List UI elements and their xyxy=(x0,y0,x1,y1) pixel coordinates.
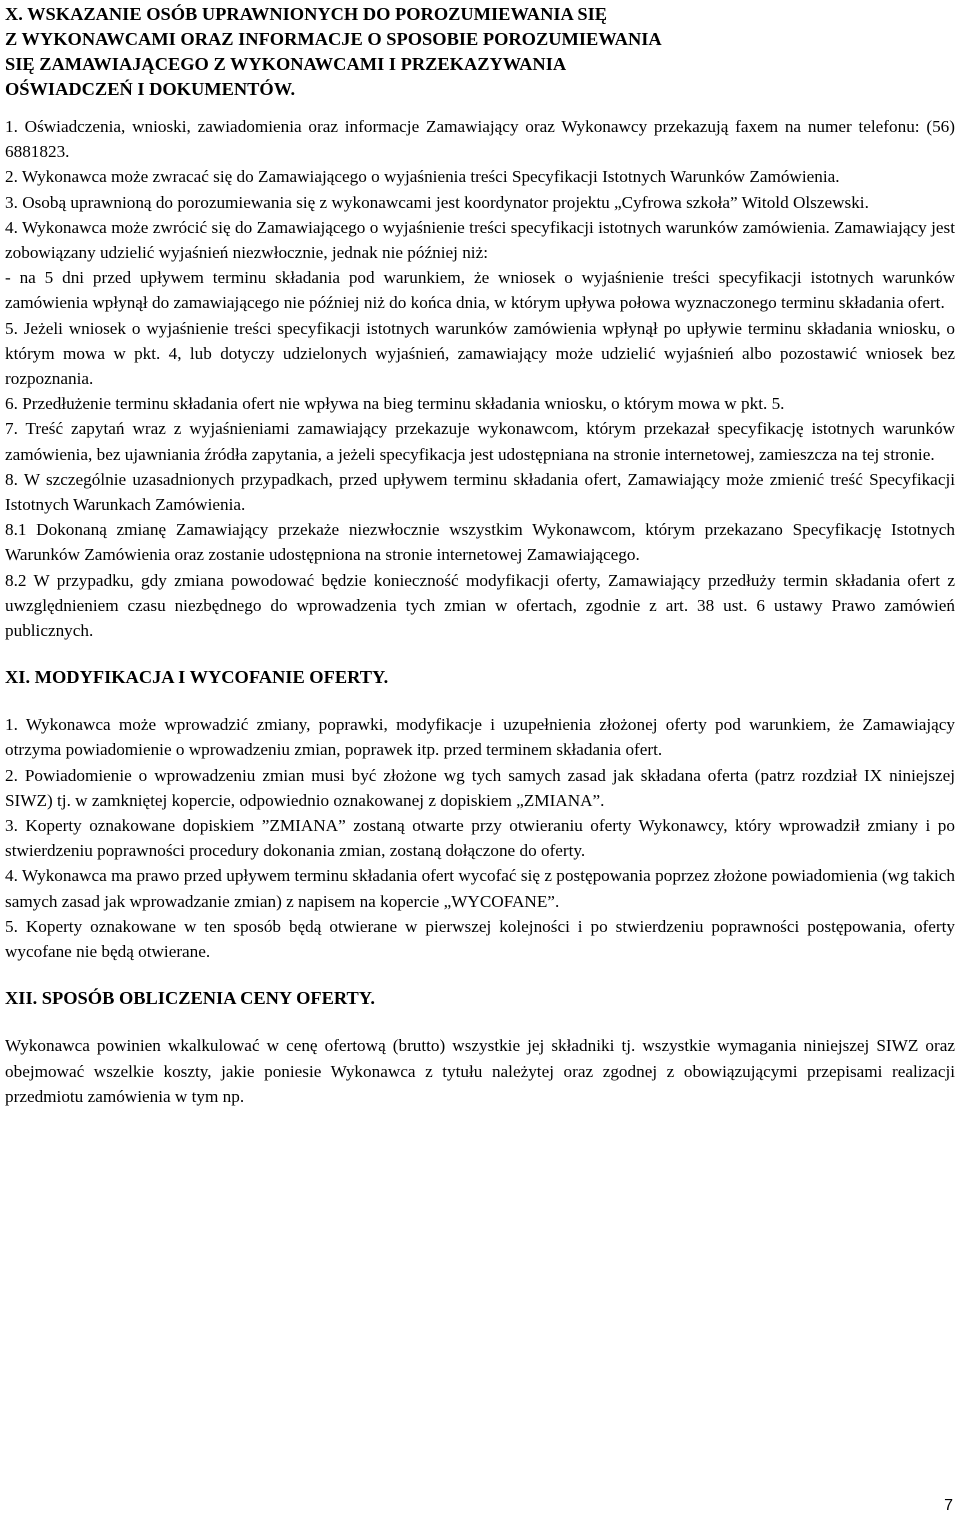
section-x-title-line: X. WSKAZANIE OSÓB UPRAWNIONYCH DO POROZUMIEWANIA SIĘ xyxy=(5,4,608,24)
page-number: 7 xyxy=(944,1497,953,1514)
section-xi-paragraph-4: 4. Wykonawca ma prawo przed upływem terminu składania ofert wycofać się z postępowania poprzez złożone powiadomienia (wg takich samych zasad jak wprowadzanie zmian) z napisem na kopercie „WYCOFANE”. xyxy=(5,866,955,911)
section-xii-title: XII. SPOSÓB OBLICZENIA CENY OFERTY. xyxy=(5,988,375,1009)
section-xi xyxy=(5,665,955,964)
section-x-title-line: SIĘ ZAMAWIAJĄCEGO Z WYKONAWCAMI I PRZEKAZYWANIA xyxy=(5,54,567,74)
spacer xyxy=(5,643,955,665)
section-x-paragraph-7: 7. Treść zapytań wraz z wyjaśnieniami zamawiający przekazuje wykonawcom, którym przekazał specyfikację istotnych warunków zamówienia, bez ujawniania źródła zapytania, a jeżeli specyfikacja jest udostępniana na stronie internetowej, zamieszcza na tej stronie. xyxy=(5,419,955,464)
section-x-paragraph-5: 5. Jeżeli wniosek o wyjaśnienie treści specyfikacji istotnych warunków zamówienia wpłynął po upływie terminu składania wniosku, o którym mowa w pkt. 4, lub dotyczy udzielonych wyjaśnień, zamawiający może udzielić wyjaśnień albo pozostawić wniosek bez rozpoznania. xyxy=(5,318,955,389)
section-xi-paragraph-2: 2. Powiadomienie o wprowadzeniu zmian musi być złożone wg tych samych zasad jak składana oferta (patrz rozdział IX niniejszej SIWZ) tj. w zamkniętej kopercie, odpowiednio oznakowanej z dopiskiem „ZMIANA”. xyxy=(5,765,955,810)
spacer xyxy=(5,964,955,986)
section-x-title-line: Z WYKONAWCAMI ORAZ INFORMACJE O SPOSOBIE POROZUMIEWANIA xyxy=(5,29,662,49)
section-x-paragraph-1: 1. Oświadczenia, wnioski, zawiadomienia oraz informacje Zamawiający oraz Wykonawcy przekazują faxem na numer telefonu: (56) 6881823. xyxy=(5,117,955,162)
section-x-paragraph-4: 4. Wykonawca może zwrócić się do Zamawiającego o wyjaśnienie treści specyfikacji istotnych warunków zamówienia. Zamawiający jest zobowiązany udzielić wyjaśnień niezwłocznie, jednak nie później niż: xyxy=(5,217,955,263)
section-x-paragraph-4-item: - na 5 dni przed upływem terminu składania pod warunkiem, że wniosek o wyjaśnienie treści specyfikacji istotnych warunków zamówienia wpłynął do zamawiającego nie później niż do końca dnia, w którym upływa połowa wyznaczonego terminu składania ofert. xyxy=(5,268,955,313)
section-xii-paragraph-1: Wykonawca powinien wkalkulować w cenę ofertową (brutto) wszystkie jej składniki tj. wszystkie wymagania niniejszej SIWZ oraz obejmować wszelkie koszty, jakie poniesie Wykonawca z tytułu należytej oraz zgodnej z obowiązującymi przepisami realizacji przedmiotu zamówienia w tym np. xyxy=(5,1036,955,1106)
section-xi-paragraph-3: 3. Koperty oznakowane dopiskiem ”ZMIANA” zostaną otwarte przy otwieraniu oferty Wykonawcy, który wprowadził zmiany i po stwierdzeniu poprawności procedury dokonania zmian, zostaną dołączone do oferty. xyxy=(5,816,955,861)
section-x-paragraph-8-2: 8.2 W przypadku, gdy zmiana powodować będzie konieczność modyfikacji oferty, Zamawiający przedłuży termin składania ofert z uwzględnieniem czasu niezbędnego do wprowadzenia tych zmian w ofertach, zgodnie z art. 38 ust. 6 ustawy Prawo zamówień publicznych. xyxy=(5,570,955,641)
spacer xyxy=(5,690,955,712)
section-x xyxy=(5,2,955,643)
section-x-paragraph-8: 8. W szczególnie uzasadnionych przypadkach, przed upływem terminu składania ofert, Zamawiający może zmienić treść Specyfikacji Istotnych Warunkach Zamówienia. xyxy=(5,469,955,515)
section-x-paragraph-3: 3. Osobą uprawnioną do porozumiewania się z wykonawcami jest koordynator projektu „Cyfrowa szkoła” Witold Olszewski. xyxy=(5,192,869,212)
section-x-title-line: OŚWIADCZEŃ I DOKUMENTÓW. xyxy=(5,79,296,99)
section-x-paragraph-2: 2. Wykonawca może zwracać się do Zamawiającego o wyjaśnienia treści Specyfikacji Istotnych Warunków Zamówienia. xyxy=(5,167,840,187)
section-xi-paragraph-5: 5. Koperty oznakowane w ten sposób będą otwierane w pierwszej kolejności i po stwierdzeniu poprawności postępowania, oferty wycofane nie będą otwierane. xyxy=(5,916,955,962)
section-x-title xyxy=(5,2,955,102)
section-x-paragraph-8-1: 8.1 Dokonaną zmianę Zamawiający przekaże niezwłocznie wszystkim Wykonawcom, którym przekazano Specyfikację Istotnych Warunków Zamówienia oraz zostanie udostępniona na stronie internetowej Zamawiającego. xyxy=(5,520,955,565)
section-x-paragraph-6: 6. Przedłużenie terminu składania ofert nie wpływa na bieg terminu składania wniosku, o którym mowa w pkt. 5. xyxy=(5,394,785,414)
section-xi-paragraph-1: 1. Wykonawca może wprowadzić zmiany, poprawki, modyfikacje i uzupełnienia złożonej oferty pod warunkiem, że Zamawiający otrzyma powiadomienie o wprowadzeniu zmian, poprawek itp. przed terminem składania ofert. xyxy=(5,715,955,760)
section-xi-title: XI. MODYFIKACJA I WYCOFANIE OFERTY. xyxy=(5,667,389,688)
section-xii xyxy=(5,986,955,1109)
spacer xyxy=(5,102,955,114)
spacer xyxy=(5,1011,955,1033)
